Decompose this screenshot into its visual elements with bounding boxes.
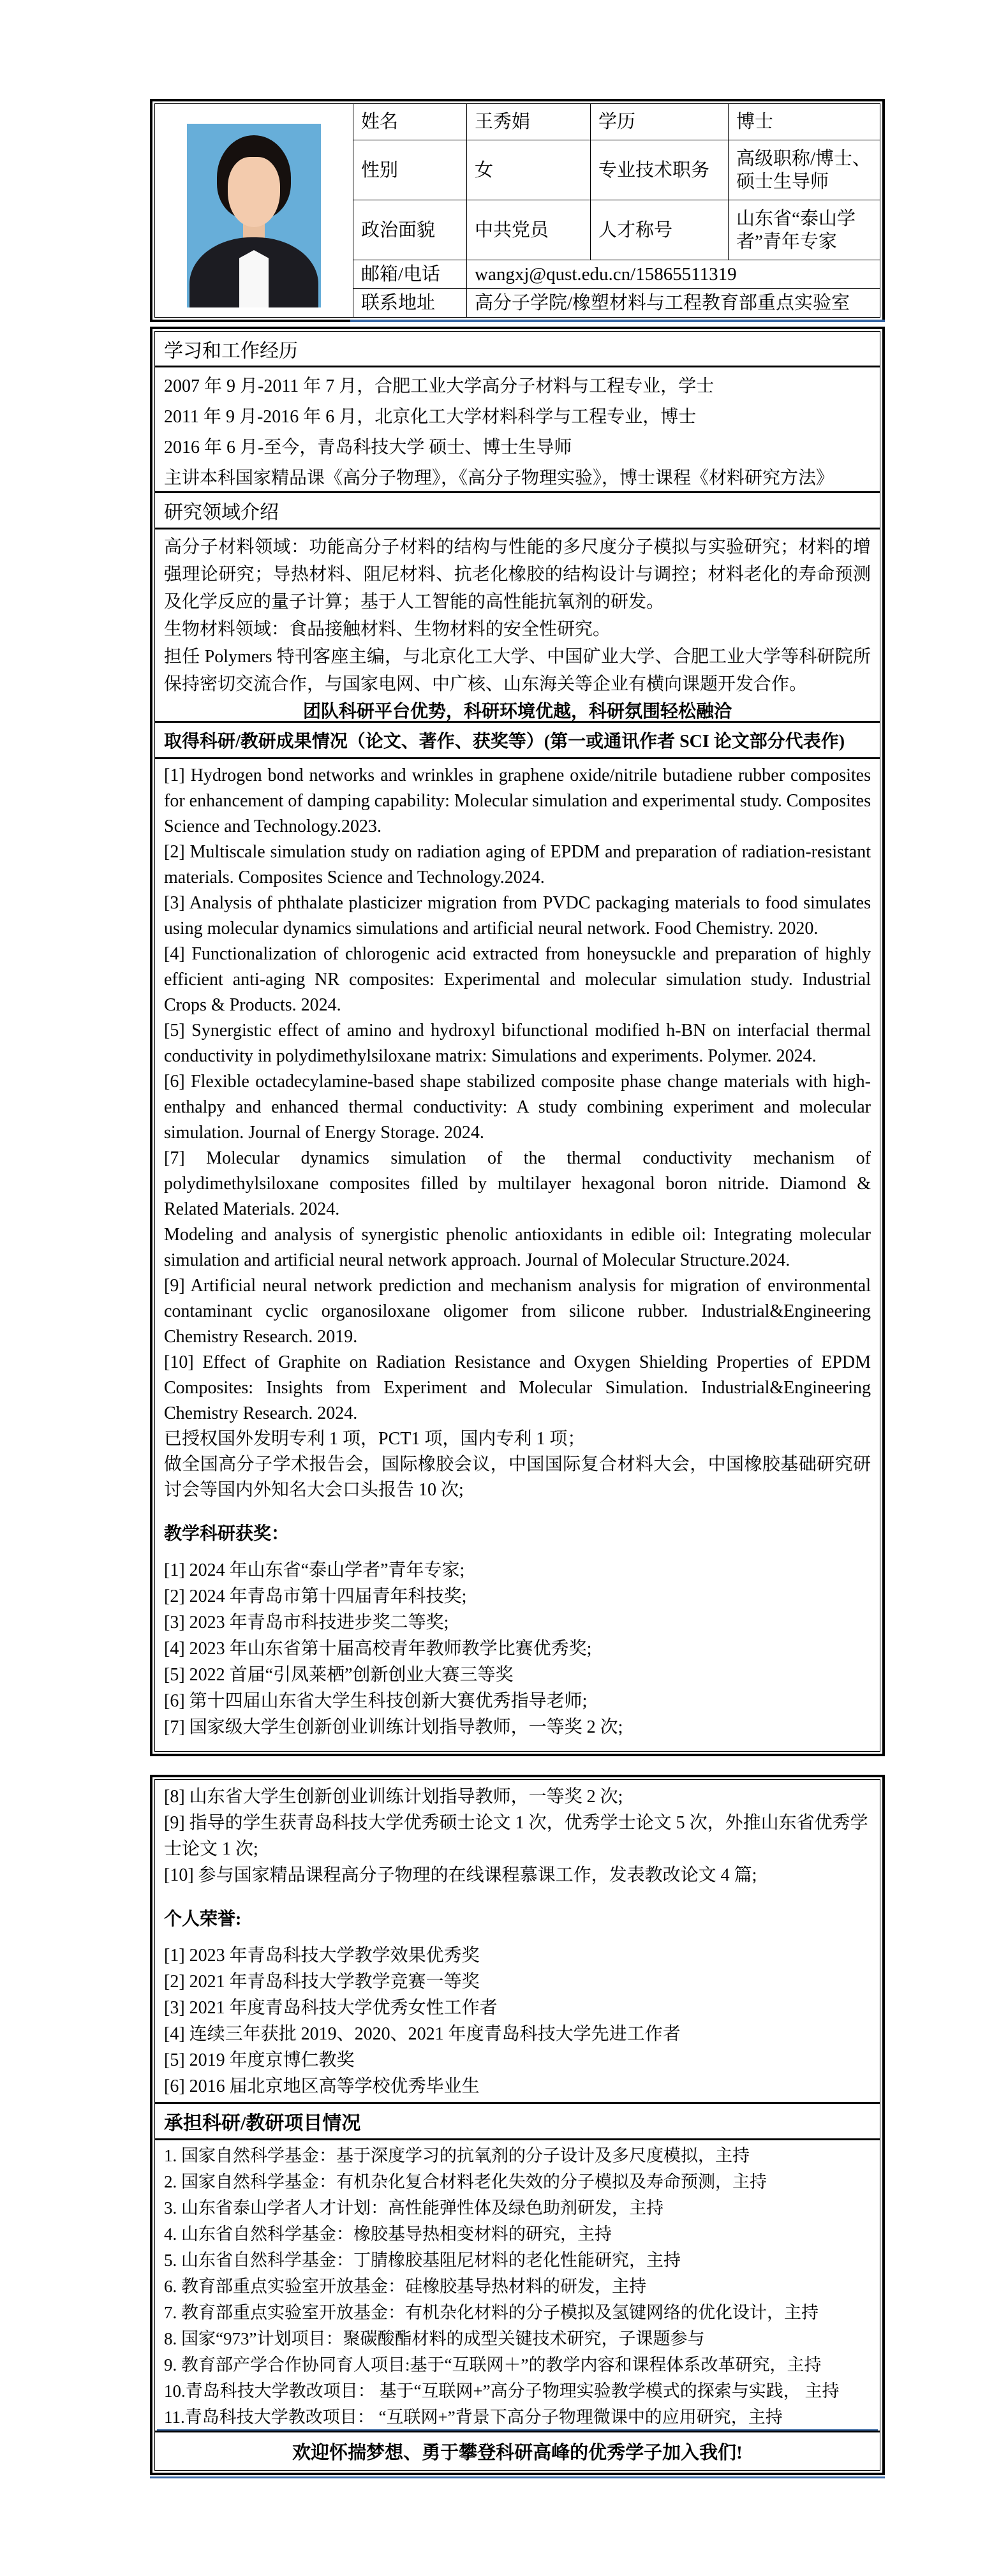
projects-list [155,2140,880,2431]
publication-item: [1] Hydrogen bond networks and wrinkles in graphene oxide/nitrile butadiene rubber composites for enhancement of damping capability: Molecular simulation and experimental study. Composites Science and Technology.2023. [164,766,871,836]
research-paragraph: 担任 Polymers 特刊客座主编，与北京化工大学、中国矿业大学、合肥工业大学等科研院所保持密切交流合作，与国家电网、中广核、山东海关等企业有横向课题开发合作。 [164,647,871,694]
honor-item: [1] 2023 年青岛科技大学教学效果优秀奖 [164,1946,480,1965]
honor-item: [3] 2021 年度青岛科技大学优秀女性工作者 [164,1998,498,2018]
address-label: 联系地址 [353,289,466,317]
experience-line: 主讲本科国家精品课《高分子物理》，《高分子物理实验》，博士课程《材料研究方法》 [164,468,834,488]
project-item: 6. 教育部重点实验室开放基金：硅橡胶基导热材料的研发，主持 [164,2277,646,2296]
welcome-line: 欢迎怀揣梦想、勇于攀登科研高峰的优秀学子加入我们! [155,2431,880,2470]
project-item: 2. 国家自然科学基金：有机杂化复合材料老化失效的分子模拟及寿命预测，主持 [164,2172,767,2191]
political-value: 中共党员 [467,200,590,260]
research-paragraph: 生物材料领域：食品接触材料、生物材料的安全性研究。 [164,619,611,639]
project-item: 7. 教育部重点实验室开放基金：有机杂化材料的分子模拟及氢键网络的优化设计，主持 [164,2303,819,2322]
publication-item: Modeling and analysis of synergistic phenolic antioxidants in edible oil: Integrating molecular simulation and artificial neural network approach. Journal of Molecular Structure.2024. [164,1225,871,1270]
personal-info-table-inner [154,103,880,318]
project-item: 4. 山东省自然科学基金：橡胶基导热相变材料的研究，主持 [164,2224,612,2244]
portrait-shirt [239,250,269,307]
publication-item: [9] Artificial neural network prediction and mechanism analysis for migration of environmental contaminant cyclic organosiloxane oligomer from silicone rubber. Industrial&Engineering Chemistry Research. 2019. [164,1276,871,1347]
talent-value: 山东省“泰山学者”青年专家 [729,200,880,260]
experience-line: 2016 年 6 月-至今，青岛科技大学 硕士、博士生导师 [164,438,572,457]
publication-item: [5] Synergistic effect of amino and hydroxyl bifunctional modified h-BN on interfacial thermal conductivity in polydimethylsiloxane matrix: Simulations and experiments. Polymer. 2024. [164,1021,871,1066]
project-item: 8. 国家“973”计划项目：聚碳酸酯材料的成型关键技术研究，子课题参与 [164,2329,705,2348]
award-item: [6] 第十四届山东省大学生科技创新大赛优秀指导老师; [164,1691,588,1711]
experience-line: 2007 年 9 月-2011 年 7 月，合肥工业大学高分子材料与工程专业，学士 [164,376,715,396]
info-table-blue-rule [350,320,885,322]
award-item: [3] 2023 年青岛市科技进步奖二等奖; [164,1613,449,1632]
project-item: 11.青岛科技大学教改项目： “互联网+”背景下高分子物理微课中的应用研究，主持 [164,2408,783,2427]
honor-item: [4] 连续三年获批 2019、2020、2021 年度青岛科技大学先进工作者 [164,2024,681,2044]
political-label: 政治面貌 [353,200,466,260]
personal-info-grid [155,104,880,317]
honor-item: [6] 2016 届北京地区高等学校优秀毕业生 [164,2076,480,2096]
publication-item: [7] Molecular dynamics simulation of the thermal conductivity mechanism of polydimethylsiloxane composites filled by multilayer hexagonal boron nitride. Diamond & Related Materials. 2024. [164,1148,871,1219]
awards-list [164,1557,871,1740]
publication-item: 做全国高分子学术报告会，国际橡胶会议，中国国际复合材料大会，中国橡胶基础研究研讨会等国内外知名大会口头报告 10 次; [164,1455,871,1500]
honor-item: [5] 2019 年度京博仁教奖 [164,2050,355,2070]
continuation-item: [8] 山东省大学生创新创业训练计划指导教师，一等奖 2 次; [164,1787,623,1807]
publication-item: [10] Effect of Graphite on Radiation Resistance and Oxygen Shielding Properties of EPDM Composites: Insights from Experiment and Molecular Simulation. Industrial&Engineering Chemistry Research. 2024. [164,1352,871,1423]
publication-item: [6] Flexible octadecylamine-based shape stabilized composite phase change materials with high-enthalpy and enhanced thermal conductivity: A study combining experiment and molecular simulation. Journal of Energy Storage. 2024. [164,1072,871,1143]
project-item: 3. 山东省泰山学者人才计划：高性能弹性体及绿色助剂研发，主持 [164,2198,663,2217]
honor-item: [2] 2021 年青岛科技大学教学竞赛一等奖 [164,1972,480,1992]
continuation-item: [10] 参与国家精品课程高分子物理的在线课程慕课工作，发表教改论文 4 篇; [164,1865,757,1885]
project-item: 5. 山东省自然科学基金：丁腈橡胶基阻尼材料的老化性能研究，主持 [164,2251,681,2270]
photo-cell [155,104,353,317]
continuation-table-inner [154,1779,880,2471]
continuation-list [164,1784,871,1888]
research-highlight: 团队科研平台优势，科研环境优越，科研氛围轻松融洽 [302,702,732,721]
honors-list [164,1943,871,2099]
section-title-projects: 承担科研/教研项目情况 [155,2102,880,2140]
publications-content [155,759,880,1751]
section-title-publications: 取得科研/教研成果情况（论文、著作、获奖等）(第一或通讯作者 SCI 论文部分代表作) [155,721,880,759]
award-item: [2] 2024 年青岛市第十四届青年科技奖; [164,1587,467,1606]
continuation-content [155,1780,880,2102]
publication-item: [4] Functionalization of chlorogenic acid extracted from honeysuckle and preparation of highly efficient anti-aging NR composites: Experimental and molecular simulation study. Industrial Crops & Products. 2024. [164,944,871,1015]
continuation-table [150,1775,885,2475]
research-paragraphs [164,533,871,698]
publication-item: 已授权国外发明专利 1 项，PCT1 项，国内专利 1 项； [164,1429,586,1449]
gender-value: 女 [467,140,590,200]
bottom-blue-rule [150,2476,885,2478]
publication-list [164,763,871,1503]
main-table [150,327,885,1756]
award-item: [1] 2024 年山东省“泰山学者”青年专家; [164,1560,465,1580]
award-item: [5] 2022 首届“引凤莱栖”创新创业大赛三等奖 [164,1665,514,1685]
honors-heading: 个人荣誉: [164,1909,242,1929]
title-value: 高级职称/博士、硕士生导师 [729,140,880,200]
awards-heading: 教学科研获奖： [164,1524,290,1544]
personal-info-table [150,99,885,322]
experience-list [155,367,880,491]
degree-label: 学历 [591,104,728,140]
name-label: 姓名 [353,104,466,140]
project-item: 9. 教育部产学合作协同育人项目:基于“互联网＋”的教学内容和课程体系改革研究，主持 [164,2355,822,2374]
title-label: 专业技术职务 [591,140,728,200]
publication-item: [3] Analysis of phthalate plasticizer migration from PVDC packaging materials to food simulates using molecular dynamics simulations and artificial neural network. Food Chemistry. 2020. [164,893,871,938]
publication-item: [2] Multiscale simulation study on radiation aging of EPDM and preparation of radiation-resistant materials. Composites Science and Technology.2024. [164,842,871,887]
project-item: 1. 国家自然科学基金：基于深度学习的抗氧剂的分子设计及多尺度模拟，主持 [164,2146,750,2165]
contact-label: 邮箱/电话 [353,260,466,288]
award-item: [4] 2023 年山东省第十届高校青年教师教学比赛优秀奖; [164,1639,592,1659]
research-paragraph: 高分子材料领域：功能高分子材料的结构与性能的多尺度分子模拟与实验研究；材料的增强理论研究；导热材料、阻尼材料、抗老化橡胶的结构设计与调控；材料老化的寿命预测及化学反应的量子计算；基于人工智能的高性能抗氧剂的研发。 [164,537,871,612]
address-value: 高分子学院/橡塑材料与工程教育部重点实验室 [467,289,880,317]
main-table-inner [154,331,880,1752]
award-item: [7] 国家级大学生创新创业训练计划指导教师，一等奖 2 次; [164,1717,623,1737]
project-item: 10.青岛科技大学教改项目： 基于“互联网+”高分子物理实验教学模式的探索与实践， 主持 [164,2381,840,2401]
degree-value: 博士 [729,104,880,140]
contact-value: wangxj@qust.edu.cn/15865511319 [467,260,880,288]
portrait-face [228,157,280,227]
experience-line: 2011 年 9 月-2016 年 6 月，北京化工大学材料科学与工程专业，博士 [164,407,697,427]
id-photo [187,124,321,307]
section-title-experience: 学习和工作经历 [155,332,880,367]
gender-label: 性别 [353,140,466,200]
research-content [155,529,880,721]
section-title-research: 研究领域介绍 [155,491,880,529]
continuation-item: [9] 指导的学生获青岛科技大学优秀硕士论文 1 次，优秀学士论文 5 次，外推山东省优秀学士论文 1 次; [164,1813,868,1859]
name-value: 王秀娟 [467,104,590,140]
talent-label: 人才称号 [591,200,728,260]
